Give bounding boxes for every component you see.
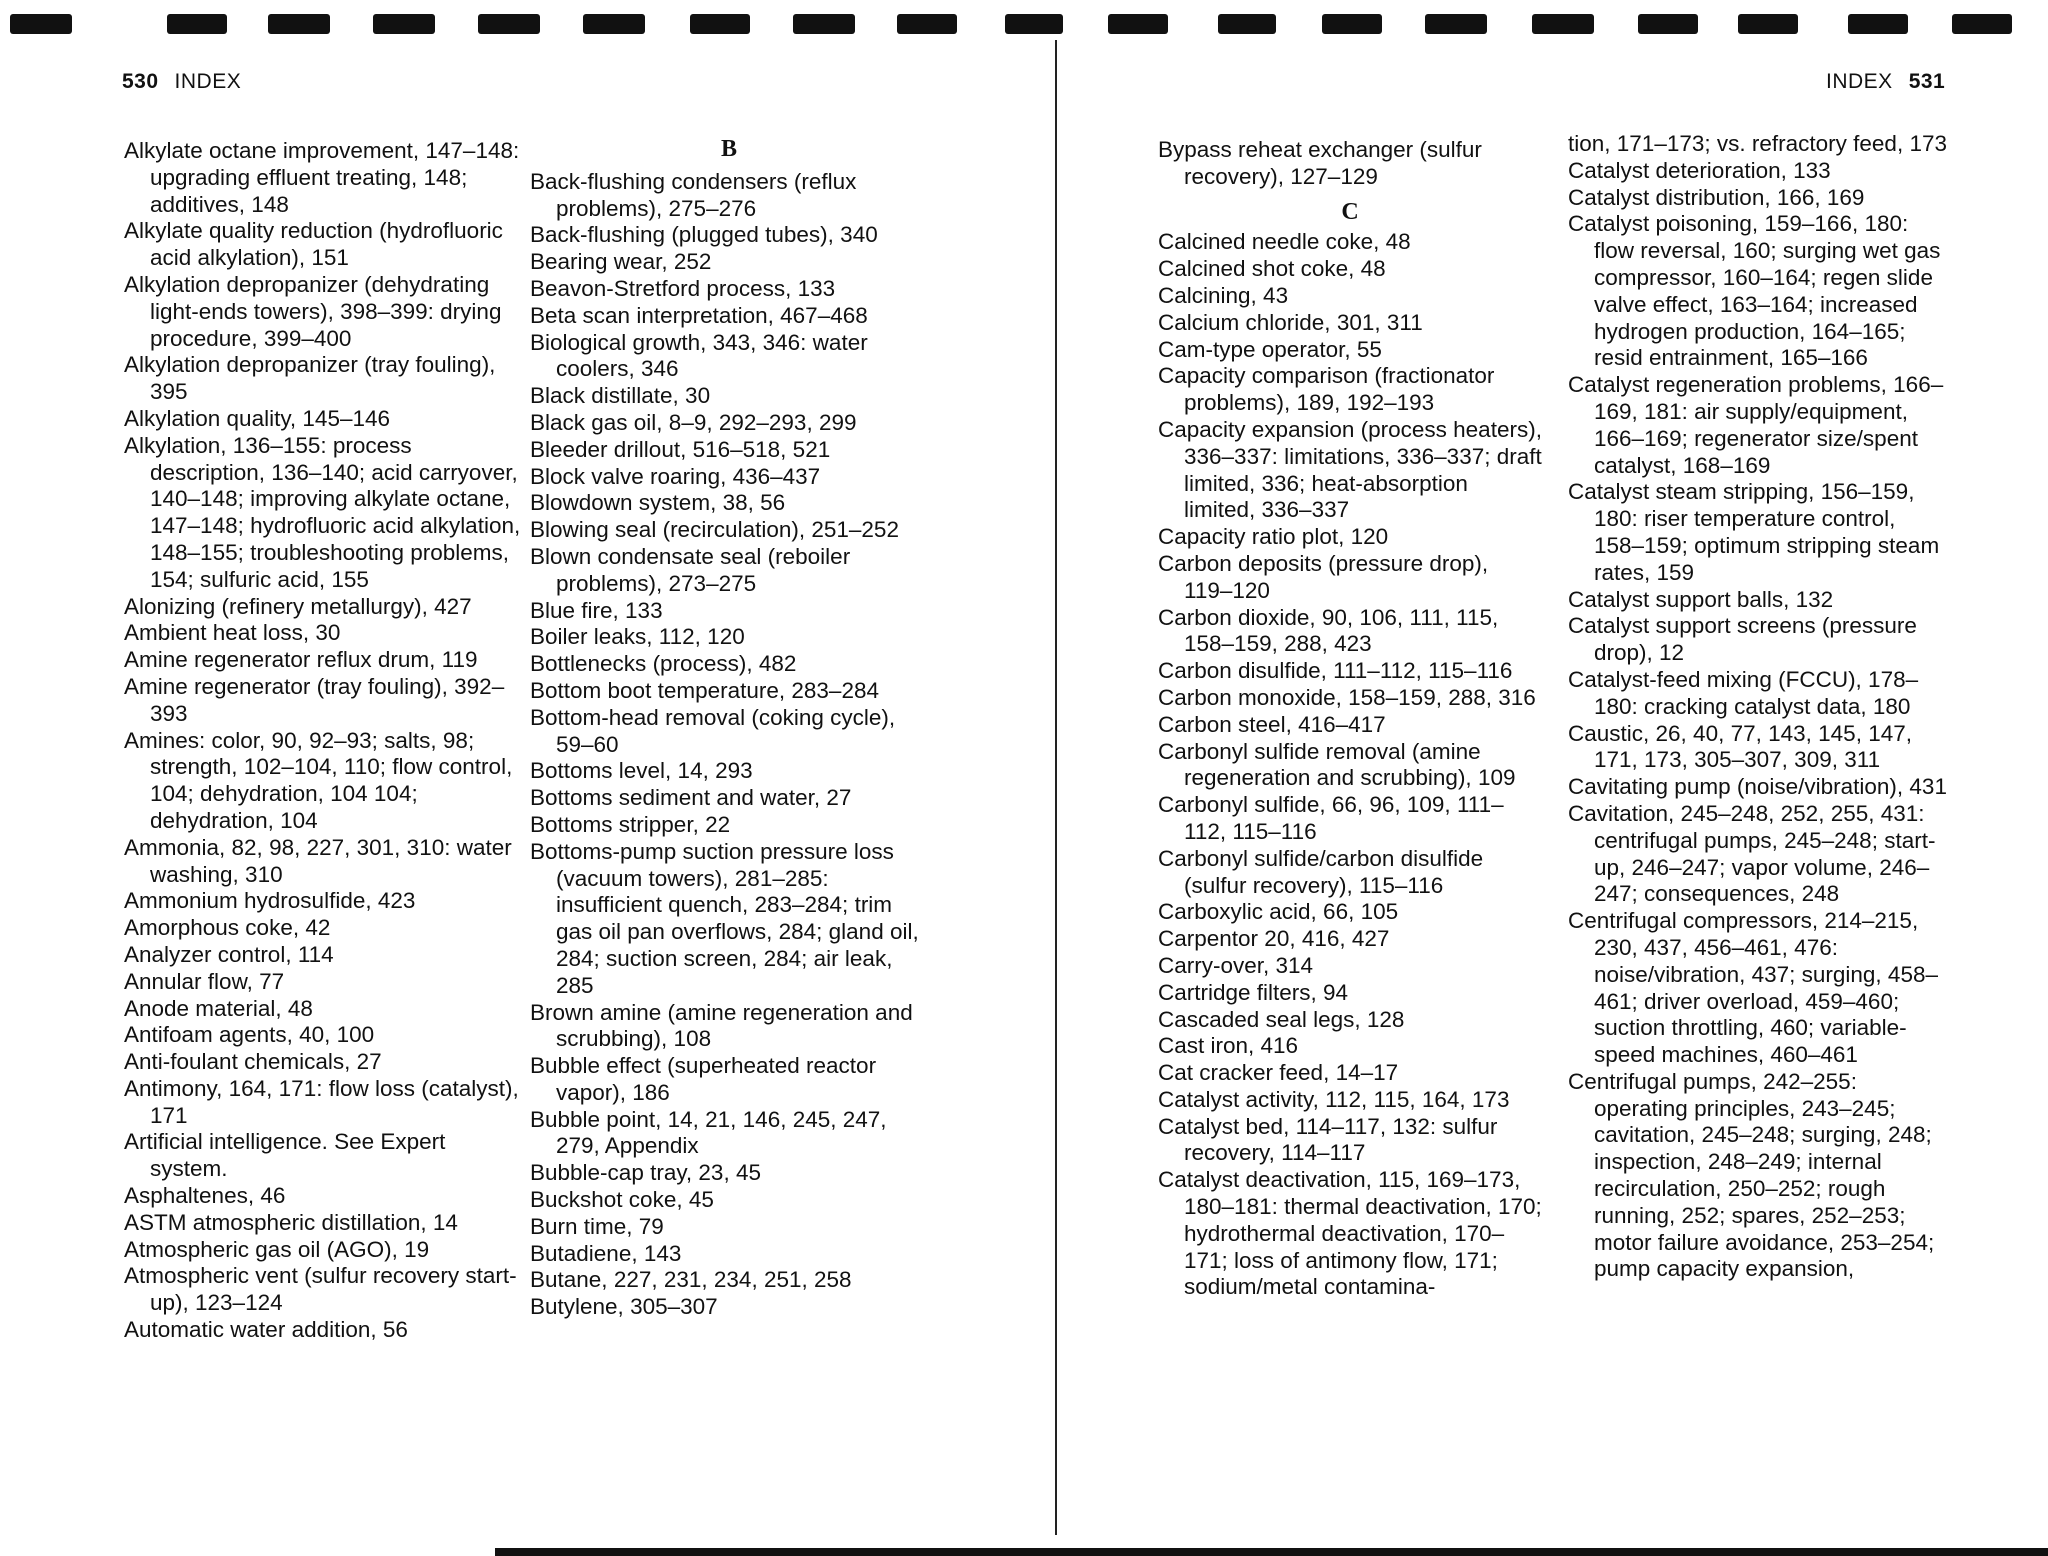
index-entry: Back-flushing (plugged tubes), 340 (530, 222, 878, 248)
punch-hole (1848, 14, 1908, 34)
punch-hole (583, 14, 645, 34)
index-entry: Asphaltenes, 46 (124, 1183, 286, 1209)
index-entry: Amorphous coke, 42 (124, 915, 331, 941)
index-entry: Boiler leaks, 112, 120 (530, 624, 745, 650)
index-entry: Alkylation quality, 145–146 (124, 405, 391, 431)
punch-hole (1952, 14, 2012, 34)
index-entry: Bearing wear, 252 (530, 249, 712, 275)
index-entry: Cat cracker feed, 14–17 (1158, 1060, 1399, 1086)
index-column-2 (530, 132, 928, 1321)
punch-hole (1005, 14, 1063, 34)
punch-hole (1532, 14, 1594, 34)
index-entry: Carry-over, 314 (1158, 952, 1314, 978)
index-entry: Bleeder drillout, 516–518, 521 (530, 436, 831, 462)
left-page-number: 530 (122, 70, 159, 93)
index-entry: Cartridge filters, 94 (1158, 979, 1349, 1005)
index-entry: Catalyst-feed mixing (FCCU), 178–180: cracking catalyst data, 180 (1568, 666, 1919, 719)
punch-hole (793, 14, 855, 34)
index-entry: Carbon deposits (pressure drop), 119–120 (1158, 550, 1489, 603)
index-entry: Brown amine (amine regeneration and scrubbing), 108 (530, 999, 913, 1052)
punch-hole (1322, 14, 1382, 34)
index-entry: Burn time, 79 (530, 1213, 664, 1239)
index-entry: Blowing seal (recirculation), 251–252 (530, 517, 899, 543)
index-entry: Alkylation, 136–155: process description, 136–140; acid carryover, 140–148; improving alkylate octane, 147–148; hydrofluoric acid alkylation, 148–155; troubleshooting problems, 154; sulfuric acid, 155 (124, 432, 521, 592)
index-entry: Carpentor 20, 416, 427 (1158, 926, 1390, 952)
index-entry: Carbonyl sulfide, 66, 96, 109, 111–112, 115–116 (1158, 792, 1504, 844)
index-entry: Carbon dioxide, 90, 106, 111, 115, 158–159, 288, 423 (1158, 604, 1499, 657)
index-entry: Automatic water addition, 56 (124, 1317, 408, 1343)
index-entry: Calcining, 43 (1158, 282, 1289, 308)
index-entry: Blown condensate seal (reboiler problems), 273–275 (530, 543, 851, 596)
index-entry: Atmospheric gas oil (AGO), 19 (124, 1236, 430, 1262)
index-entry: Carbonyl sulfide removal (amine regeneration and scrubbing), 109 (1158, 738, 1516, 791)
index-entry: Cast iron, 416 (1158, 1033, 1299, 1059)
index-entries-b-continued (1158, 137, 1542, 191)
index-entry: Carboxylic acid, 66, 105 (1158, 899, 1399, 925)
index-entry: Cam-type operator, 55 (1158, 336, 1382, 362)
right-page-number: 531 (1908, 70, 1946, 93)
index-entry: Beta scan interpretation, 467–468 (530, 302, 868, 328)
punch-hole (268, 14, 330, 34)
section-letter-c: C (1341, 198, 1359, 225)
index-entry: Black gas oil, 8–9, 292–293, 299 (530, 409, 857, 435)
section-letter-b: B (720, 136, 737, 162)
index-entry: Catalyst regeneration problems, 166–169, 181: air supply/equipment, 166–169; regenerator size/spent catalyst, 168–169 (1568, 372, 1944, 478)
index-entry: Amines: color, 90, 92–93; salts, 98; strength, 102–104, 110; flow control, 104; dehydration, 104 104; dehydration, 104 (124, 727, 513, 833)
punch-hole (167, 14, 227, 34)
punch-hole (10, 14, 72, 34)
index-entry: Bottoms sediment and water, 27 (530, 785, 852, 811)
index-entry: Cascaded seal legs, 128 (1158, 1006, 1405, 1032)
index-entry: Bubble-cap tray, 23, 45 (530, 1160, 761, 1186)
index-entries-b (530, 169, 928, 1321)
index-entry: Anode material, 48 (124, 995, 313, 1021)
index-entry: Alonizing (refinery metallurgy), 427 (124, 593, 472, 619)
index-entry: Carbonyl sulfide/carbon disulfide (sulfur recovery), 115–116 (1158, 845, 1484, 898)
index-entry: Catalyst poisoning, 159–166, 180: flow reversal, 160; surging wet gas compressor, 160–164; regen slide valve effect, 163–164; increased hydrogen production, 164–165; resid entrainment, 165–166 (1568, 211, 1941, 371)
punch-hole (690, 14, 750, 34)
index-entry: Anti-foulant chemicals, 27 (124, 1049, 382, 1075)
index-entry: Catalyst deterioration, 133 (1568, 157, 1831, 183)
index-entry: Catalyst support balls, 132 (1568, 586, 1834, 612)
index-entry: Antifoam agents, 40, 100 (124, 1022, 375, 1048)
index-column-1 (124, 138, 522, 1344)
index-entry: Antimony, 164, 171: flow loss (catalyst), 171 (124, 1075, 519, 1128)
index-entry: Artificial intelligence. See Expert system. (124, 1129, 446, 1182)
index-entry: Catalyst steam stripping, 156–159, 180: riser temperature control, 158–159; optimum stripping steam rates, 159 (1568, 479, 1940, 585)
punch-hole (897, 14, 957, 34)
index-entry: Centrifugal pumps, 242–255: operating principles, 243–245; cavitation, 245–248; surging, 248; inspection, 248–249; internal recirculation, 250–252; rough running, 252; spares, 252–253; motor failure avoidance, 253–254; pump capacity expansion, (1568, 1068, 1935, 1282)
punch-hole (478, 14, 540, 34)
index-entry: Caustic, 26, 40, 77, 143, 145, 147, 171, 173, 305–307, 309, 311 (1568, 720, 1912, 773)
punch-hole (1425, 14, 1487, 34)
index-entry: Calcined needle coke, 48 (1158, 229, 1411, 255)
punch-hole (1218, 14, 1276, 34)
index-entry: Ammonium hydrosulfide, 423 (124, 888, 416, 914)
index-entry: Catalyst bed, 114–117, 132: sulfur recovery, 114–117 (1158, 1113, 1498, 1166)
index-entry: Capacity expansion (process heaters), 336–337: limitations, 336–337; draft limited, 336; heat-absorption limited, 336–337 (1158, 416, 1542, 523)
index-entry: Catalyst support screens (pressure drop), 12 (1568, 613, 1917, 666)
right-page-header (1826, 70, 1945, 94)
page-bottom-edge (495, 1548, 2048, 1556)
index-entry: Bottlenecks (process), 482 (530, 651, 797, 677)
index-column-4 (1568, 131, 1948, 1283)
index-entry: Alkylate quality reduction (hydrofluoric acid alkylation), 151 (124, 218, 503, 271)
index-entry: Carbon steel, 416–417 (1158, 711, 1386, 737)
index-column-3 (1158, 137, 1542, 1301)
index-entry: Blue fire, 133 (530, 597, 663, 623)
index-entry: Analyzer control, 114 (124, 941, 334, 967)
punch-hole (373, 14, 435, 34)
index-entry: Atmospheric vent (sulfur recovery start-up), 123–124 (124, 1263, 517, 1316)
index-entry: Ammonia, 82, 98, 227, 301, 310: water washing, 310 (124, 834, 512, 887)
right-running-head: INDEX (1826, 70, 1893, 93)
index-entry: Back-flushing condensers (reflux problems), 275–276 (530, 168, 857, 221)
left-running-head: INDEX (174, 70, 242, 93)
punch-hole (1108, 14, 1168, 34)
index-entry: Capacity ratio plot, 120 (1158, 524, 1389, 550)
index-entry: Bottoms stripper, 22 (530, 811, 731, 837)
index-entry: Cavitation, 245–248, 252, 255, 431: centrifugal pumps, 245–248; start-up, 246–247; vapor volume, 246–247; consequences, 248 (1568, 800, 1936, 907)
punch-hole (1638, 14, 1698, 34)
index-entry: Bottoms-pump suction pressure loss (vacuum towers), 281–285: insufficient quench, 283–284; trim gas oil pan overflows, 284; gland oil, 284; suction screen, 284; air leak, 285 (530, 838, 919, 998)
index-entry: Butadiene, 143 (530, 1240, 682, 1266)
index-entry: Calcined shot coke, 48 (1158, 256, 1386, 282)
index-entry: Amine regenerator (tray fouling), 392–393 (124, 673, 505, 726)
index-entry: Amine regenerator reflux drum, 119 (124, 647, 478, 673)
index-entry: Centrifugal compressors, 214–215, 230, 437, 456–461, 476: noise/vibration, 437; surging, 458–461; driver overload, 459–460; suction throttling, 460; variable-speed machines, 460–461 (1568, 908, 1938, 1068)
index-entry: Catalyst deactivation, 115, 169–173, 180–181: thermal deactivation, 170; hydrothermal deactivation, 170–171; loss of antimony flow, 171; sodium/metal contamina- (1158, 1167, 1542, 1300)
index-entries-c (1158, 229, 1542, 1301)
index-entry: Alkylation depropanizer (dehydrating light-ends towers), 398–399: drying procedure, 399–400 (124, 271, 502, 351)
index-entry: Black distillate, 30 (530, 383, 711, 409)
page-gutter (1055, 40, 1057, 1535)
index-entry: Annular flow, 77 (124, 968, 285, 994)
index-entry: Alkylate octane improvement, 147–148: upgrading effluent treating, 148; additives, 148 (124, 138, 520, 217)
index-entry: Buckshot coke, 45 (530, 1187, 714, 1213)
index-entry: Block valve roaring, 436–437 (530, 463, 821, 489)
punch-hole (1738, 14, 1798, 34)
index-entry: Biological growth, 343, 346: water coolers, 346 (530, 329, 868, 382)
index-entry: Catalyst activity, 112, 115, 164, 173 (1158, 1086, 1510, 1112)
index-entry: Bottoms level, 14, 293 (530, 758, 753, 784)
index-entry: Carbon disulfide, 111–112, 115–116 (1158, 658, 1513, 684)
index-entry: Alkylation depropanizer (tray fouling), 395 (124, 352, 496, 405)
left-page-header (122, 70, 241, 94)
index-entry: Cavitating pump (noise/vibration), 431 (1568, 774, 1947, 800)
index-entry: Bubble effect (superheated reactor vapor), 186 (530, 1053, 877, 1105)
index-entry: Bottom-head removal (coking cycle), 59–60 (530, 704, 896, 757)
index-entry: Catalyst distribution, 166, 169 (1568, 184, 1865, 210)
index-entry: Capacity comparison (fractionator problems), 189, 192–193 (1158, 363, 1495, 416)
index-entry: Butylene, 305–307 (530, 1294, 718, 1320)
index-entry: Butane, 227, 231, 234, 251, 258 (530, 1267, 852, 1293)
index-entry: Bottom boot temperature, 283–284 (530, 677, 879, 703)
index-entry: Calcium chloride, 301, 311 (1158, 309, 1423, 335)
index-entry: tion, 171–173; vs. refractory feed, 173 (1568, 131, 1947, 156)
index-entry: Carbon monoxide, 158–159, 288, 316 (1158, 684, 1536, 710)
index-entry: Blowdown system, 38, 56 (530, 490, 786, 516)
index-entry: ASTM atmospheric distillation, 14 (124, 1209, 458, 1235)
index-entry: Bubble point, 14, 21, 146, 245, 247, 279, Appendix (530, 1106, 887, 1159)
index-entry: Beavon-Stretford process, 133 (530, 275, 836, 301)
index-entry: Bypass reheat exchanger (sulfur recovery), 127–129 (1158, 137, 1482, 189)
index-entry: Ambient heat loss, 30 (124, 620, 341, 646)
